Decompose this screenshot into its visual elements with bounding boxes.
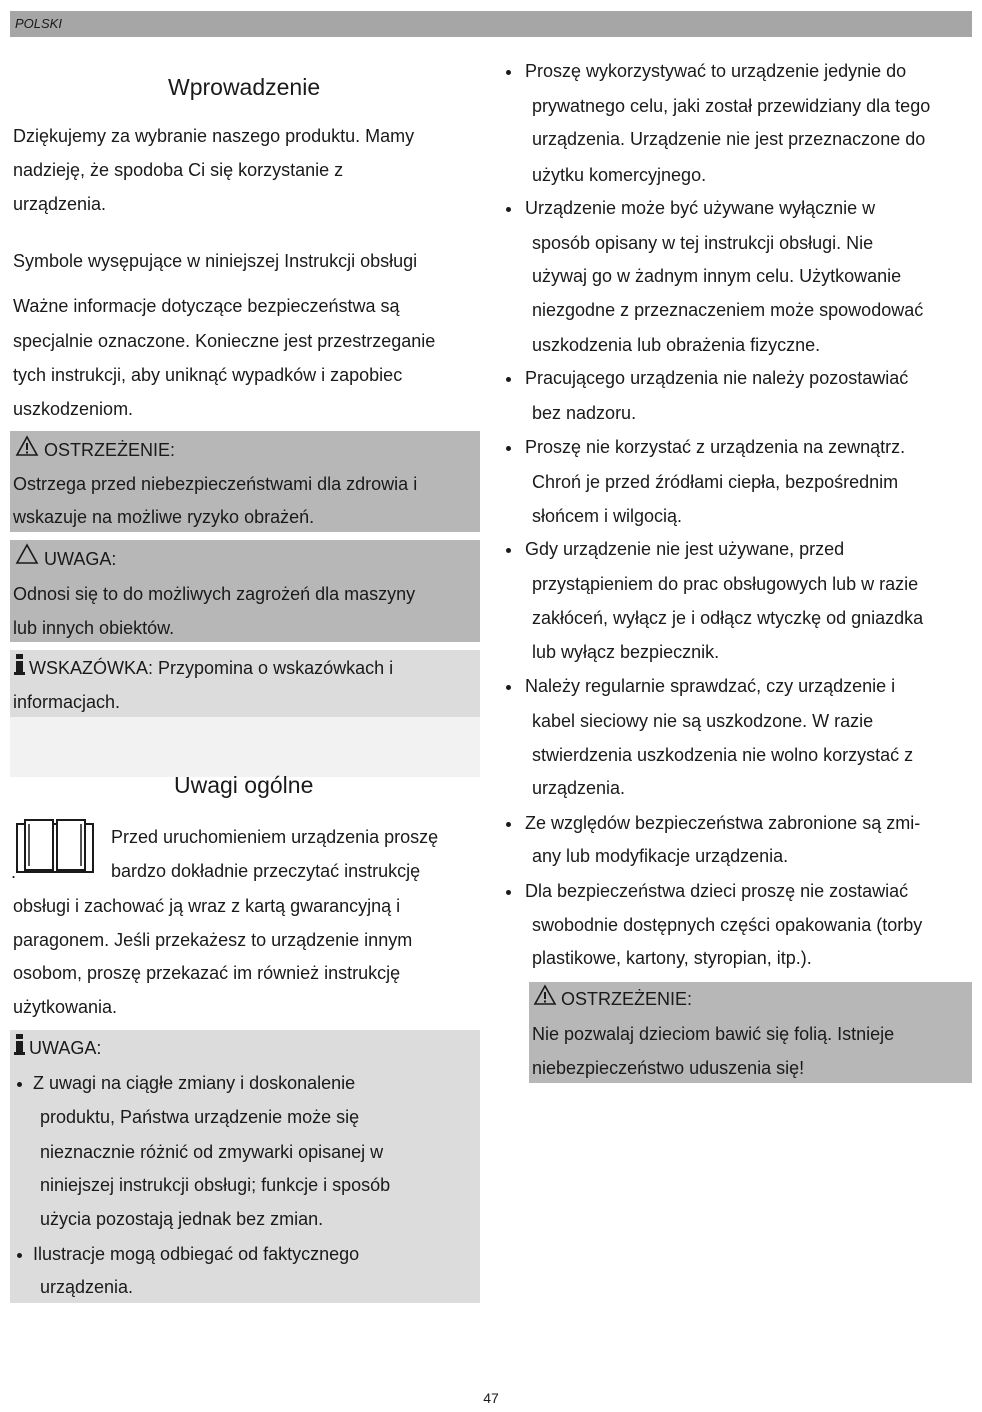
bullet-4-line-2: Chroń je przed źródłami ciepła, bezpośrednim (532, 472, 899, 492)
book-icon (15, 816, 95, 881)
info-icon (13, 654, 27, 681)
caution-line-1: Odnosi się to do możliwych zagrożeń dla maszyny (13, 584, 416, 604)
symbols-line-4: uszkodzeniom. (13, 399, 134, 419)
bullet-dot-6 (506, 685, 511, 690)
bullet-dot-2 (506, 207, 511, 212)
hint-line-1 (29, 658, 393, 679)
language-label: POLSKI (15, 16, 62, 31)
intro-title: Wprowadzenie (168, 74, 321, 100)
symbols-line-1: Ważne informacje dotyczące bezpieczeństwa są (13, 296, 400, 316)
bullet-dot-7 (506, 822, 511, 827)
bullet-6-line-4: urządzenia. (532, 778, 626, 798)
right-warning-icon (533, 984, 557, 1011)
bullet-4-line-3: słońcem i wilgocią. (532, 506, 683, 526)
bullet-8-line-3: plastikowe, kartony, styropian, itp.). (532, 948, 812, 968)
bullet-dot-1 (506, 70, 511, 75)
header-bar (10, 11, 972, 37)
bullet-1-line-4: użytku komercyjnego. (532, 165, 707, 185)
note-label: UWAGA: (29, 1038, 102, 1058)
bullet-1-line-1: Proszę wykorzystywać to urządzenie jedynie do (525, 61, 907, 81)
bullet-2-line-1: Urządzenie może być używane wyłącznie w (525, 198, 876, 218)
general-title: Uwagi ogólne (174, 772, 314, 798)
symbols-line-2: specjalnie oznaczone. Konieczne jest przestrzeganie (13, 331, 436, 351)
bullet-6-line-2: kabel sieciowy nie są uszkodzone. W razie (532, 711, 874, 731)
page-number: 47 (483, 1390, 499, 1406)
right-warning-line-2: niebezpieczeństwo uduszenia się! (532, 1058, 805, 1078)
note-bullet-dot-2 (17, 1253, 22, 1258)
note-bullet-1-line-4: niniejszej instrukcji obsługi; funkcje i sposób (40, 1175, 391, 1195)
spacer-block (10, 717, 480, 777)
bullet-5-line-2: przystąpieniem do prac obsługowych lub w razie (532, 574, 919, 594)
bullet-7-line-2: any lub modyfikacje urządzenia. (532, 846, 789, 866)
bullet-6-line-1: Należy regularnie sprawdzać, czy urządzenie i (525, 676, 896, 696)
bullet-2-line-2: sposób opisany w tej instrukcji obsługi. Nie (532, 233, 874, 253)
right-warning-line-1: Nie pozwalaj dzieciom bawić się folią. Istnieje (532, 1024, 895, 1044)
bullet-2-line-5: uszkodzenia lub obrażenia fizyczne. (532, 335, 821, 355)
bullet-6-line-3: stwierdzenia uszkodzenia nie wolno korzystać z (532, 745, 914, 765)
note-bullet-1-line-1: Z uwagi na ciągłe zmiany i doskonalenie (33, 1073, 356, 1093)
book-dot: . (11, 862, 17, 882)
bullet-7-line-1: Ze względów bezpieczeństwa zabronione są zmi- (525, 813, 921, 833)
hint-label: WSKAZÓWKA (29, 658, 149, 678)
caution-icon (15, 543, 39, 570)
general-line-3: osobom, proszę przekazać im również instrukcję (13, 963, 401, 983)
bullet-5-line-4: lub wyłącz bezpiecznik. (532, 642, 720, 662)
bullet-3-line-2: bez nadzoru. (532, 403, 637, 423)
book-text-line-1: Przed uruchomieniem urządzenia proszę (111, 827, 439, 847)
right-warning-label: OSTRZEŻENIE: (561, 989, 693, 1009)
bullet-dot-5 (506, 548, 511, 553)
bullet-dot-8 (506, 890, 511, 895)
book-text-line-2: bardzo dokładnie przeczytać instrukcję (111, 861, 421, 881)
bullet-3-line-1: Pracującego urządzenia nie należy pozostawiać (525, 368, 909, 388)
bullet-dot-3 (506, 377, 511, 382)
intro-line-3: urządzenia. (13, 194, 107, 214)
warning-line-2: wskazuje na możliwe ryzyko obrażeń. (13, 507, 315, 527)
note-bullet-dot-1 (17, 1082, 22, 1087)
intro-line-1: Dziękujemy za wybranie naszego produktu. Mamy (13, 126, 415, 146)
symbols-heading: Symbole wysępujące w niniejszej Instrukcji obsługi (13, 251, 418, 271)
warning-icon (15, 435, 39, 462)
warning-line-1: Ostrzega przed niebezpieczeństwami dla zdrowia i (13, 474, 418, 494)
general-line-4: użytkowania. (13, 997, 118, 1017)
bullet-1-line-3: urządzenia. Urządzenie nie jest przeznaczone do (532, 129, 926, 149)
caution-line-2: lub innych obiektów. (13, 618, 175, 638)
intro-line-2: nadzieję, że spodoba Ci się korzystanie z (13, 160, 344, 180)
general-line-2: paragonem. Jeśli przekażesz to urządzenie innym (13, 930, 413, 950)
note-info-icon (13, 1034, 27, 1061)
bullet-8-line-2: swobodnie dostępnych części opakowania (torby (532, 915, 923, 935)
bullet-4-line-1: Proszę nie korzystać z urządzenia na zewnątrz. (525, 437, 906, 457)
bullet-2-line-3: używaj go w żadnym innym celu. Użytkowanie (532, 266, 902, 286)
note-bullet-2-line-2: urządzenia. (40, 1277, 134, 1297)
bullet-2-line-4: niezgodne z przeznaczeniem może spowodować (532, 300, 924, 320)
hint-text: : Przypomina o wskazówkach i (148, 658, 394, 678)
caution-label: UWAGA: (44, 549, 117, 569)
hint-line-2: informacjach. (13, 692, 121, 712)
general-line-1: obsługi i zachować ją wraz z kartą gwarancyjną i (13, 896, 401, 916)
bullet-dot-4 (506, 446, 511, 451)
note-bullet-1-line-2: produktu, Państwa urządzenie może się (40, 1107, 360, 1127)
note-bullet-1-line-5: użycia pozostają jednak bez zmian. (40, 1209, 324, 1229)
note-bullet-1-line-3: nieznacznie różnić od zmywarki opisanej w (40, 1142, 384, 1162)
bullet-1-line-2: prywatnego celu, jaki został przewidziany dla tego (532, 96, 931, 116)
warning-label: OSTRZEŻENIE: (44, 440, 176, 460)
symbols-line-3: tych instrukcji, aby uniknąć wypadków i zapobiec (13, 365, 403, 385)
bullet-5-line-3: zakłóceń, wyłącz je i odłącz wtyczkę od gniazdka (532, 608, 924, 628)
bullet-8-line-1: Dla bezpieczeństwa dzieci proszę nie zostawiać (525, 881, 909, 901)
bullet-5-line-1: Gdy urządzenie nie jest używane, przed (525, 539, 845, 559)
note-bullet-2-line-1: Ilustracje mogą odbiegać od faktycznego (33, 1244, 360, 1264)
